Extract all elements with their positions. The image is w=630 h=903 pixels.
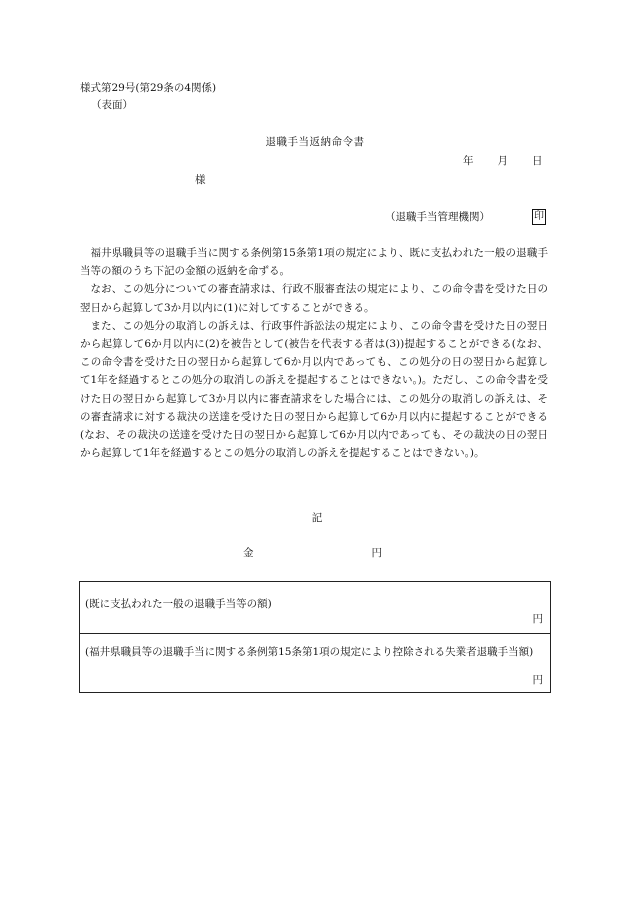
date-line (463, 155, 543, 168)
table-row-2-unit: 円 (532, 674, 543, 686)
issuer-label: （退職手当管理機関） (385, 211, 490, 223)
table-row-1-unit: 円 (532, 613, 543, 625)
body-paragraph-3: また、この処分の取消しの訴えは、行政事件訴訟法の規定により、この命令書を受けた日の翌日から起算して6か月以内に(2)を被告として(被告を代表する者は(3))提起することができる(なお、この命令書を受けた日の翌日から起算して6か月以内であっても、この処分の日の翌日から起算して1年を経過するとこの処分の取消しの訴えを提起することはできない。)。ただし、この命令書を受けた日の翌日から起算して3か月以内に審査請求をした場合には、この処分の取消しの訴えは、その審査請求に対する裁決の送達を受けた日の翌日から起算して6か月以内に提起することができる(なお、その裁決の送達を受けた日の翌日から起算して6か月以内であっても、その裁決の日の翌日から起算して1年を経過するとこの処分の取消しの訴えを提起することはできない。)。 (80, 319, 548, 460)
amount-unit: 円 (371, 547, 382, 559)
form-number: 様式第29号(第29条の4関係) (80, 82, 217, 94)
addressee-suffix: 様 (195, 174, 206, 186)
amount-table (79, 581, 551, 693)
document-title: 退職手当返納命令書 (265, 136, 365, 148)
amount-line (243, 547, 382, 560)
date-year-label: 年 (463, 155, 474, 167)
table-row-1-label: (既に支払われた一般の退職手当等の額) (85, 598, 272, 610)
date-month-label: 月 (497, 155, 508, 167)
side-label: （表面） (91, 99, 133, 111)
table-row-paid-amount (80, 582, 550, 634)
body-text (80, 244, 548, 462)
body-paragraph-1: 福井県職員等の退職手当に関する条例第15条第1項の規定により、既に支払われた一般の退職手当等の額のうち下記の金額の返納を命ずる。 (80, 247, 548, 278)
table-row-deducted-amount (80, 634, 550, 692)
ki-heading: 記 (311, 512, 323, 524)
amount-label: 金 (243, 547, 254, 559)
date-day-label: 日 (532, 155, 543, 167)
seal-mark: 印 (532, 209, 546, 225)
body-paragraph-2: なお、この処分についての審査請求は、行政不服審査法の規定により、この命令書を受けた日の翌日から起算して3か月以内に(1)に対してすることができる。 (80, 283, 548, 314)
table-row-2-label: (福井県職員等の退職手当に関する条例第15条第1項の規定により控除される失業者退職手当額) (85, 646, 534, 658)
